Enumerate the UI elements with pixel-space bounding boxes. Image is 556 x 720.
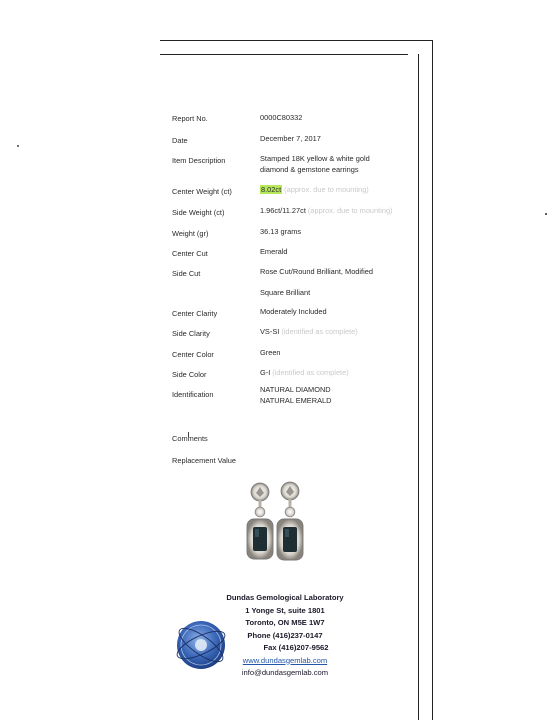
label-side-clarity: Side Clarity	[172, 329, 210, 338]
value-side-clarity-note: (identified as complete)	[281, 327, 358, 336]
label-item-description: Item Description	[172, 156, 226, 165]
lab-fax: Fax (416)207-9562	[263, 643, 329, 652]
right-earring	[277, 482, 303, 560]
value-identification	[260, 385, 331, 406]
value-identification-line2: NATURAL EMERALD	[260, 395, 332, 405]
lab-name: Dundas Gemological Laboratory	[226, 593, 344, 602]
value-side-clarity-grade: VS-SI	[260, 327, 280, 336]
label-date: Date	[172, 136, 188, 145]
value-item-description-line1: Stamped 18K yellow & white gold	[260, 154, 370, 163]
label-center-cut: Center Cut	[172, 249, 208, 258]
lab-phone: Phone (416)237-0147	[247, 630, 323, 640]
value-center-cut: Emerald	[260, 247, 288, 256]
value-center-color: Green	[260, 348, 281, 357]
value-center-weight-note: (approx. due to mounting)	[284, 185, 369, 194]
value-side-weight	[260, 206, 393, 217]
value-center-weight-amount: 8.02ct	[261, 185, 282, 194]
label-center-weight: Center Weight (ct)	[172, 187, 232, 196]
lab-website-link[interactable]: www.dundasgemlab.com	[242, 655, 328, 665]
value-weight-grams: 36.13 grams	[260, 227, 302, 236]
value-side-clarity	[260, 327, 358, 338]
lab-email: info@dundasgemlab.com	[241, 668, 329, 677]
value-side-weight-amount: 1.96ct/11.27ct	[260, 206, 306, 215]
label-report-no: Report No.	[172, 114, 208, 123]
label-side-color: Side Color	[172, 370, 207, 379]
value-side-cut-line1: Rose Cut/Round Brilliant, Modified	[260, 267, 373, 276]
left-earring	[247, 483, 273, 559]
value-item-description	[260, 154, 370, 175]
value-center-clarity: Moderately Included	[260, 307, 327, 316]
lab-address-line2: Toronto, ON M5E 1W7	[245, 618, 325, 627]
label-comments: Comments	[172, 434, 208, 443]
value-date: December 7, 2017	[260, 134, 321, 143]
value-side-color-note: (identified as complete)	[272, 368, 349, 377]
label-identification: Identification	[172, 390, 214, 399]
label-center-clarity: Center Clarity	[172, 309, 218, 318]
value-identification-line1: NATURAL DIAMOND	[260, 385, 331, 394]
value-side-color	[260, 368, 349, 379]
value-report-no: 0000C80332	[260, 113, 303, 122]
value-side-cut-line2: Square Brilliant	[260, 288, 311, 297]
lab-seal-icon	[174, 618, 228, 672]
value-side-color-grade: G-I	[260, 368, 271, 377]
value-item-description-line2: diamond & gemstone earrings	[260, 164, 359, 174]
label-weight-grams: Weight (gr)	[172, 229, 209, 238]
value-side-weight-note: (approx. due to mounting)	[307, 206, 393, 215]
earrings-photo	[240, 480, 322, 570]
label-center-color: Center Color	[172, 350, 214, 359]
lab-address-line1: 1 Yonge St, suite 1801	[245, 605, 325, 615]
value-center-weight	[260, 185, 369, 196]
label-side-weight: Side Weight (ct)	[172, 208, 225, 217]
label-replacement-value: Replacement Value	[172, 456, 236, 465]
label-side-cut: Side Cut	[172, 269, 201, 278]
